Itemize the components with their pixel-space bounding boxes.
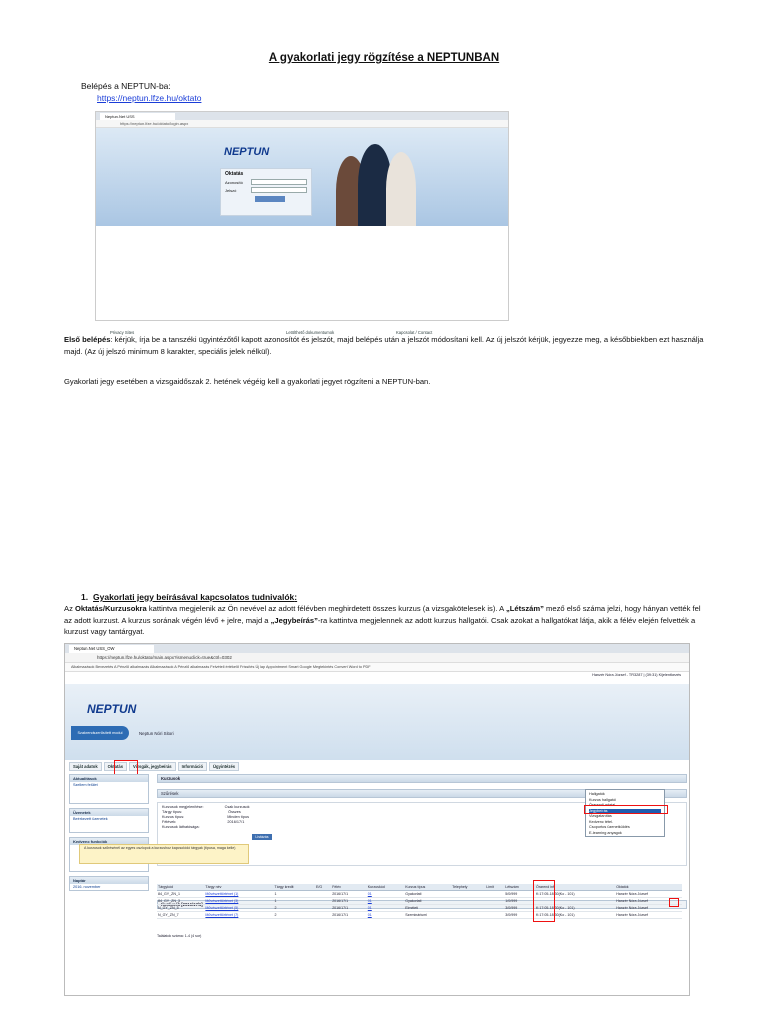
table-cell xyxy=(451,891,485,898)
table-cell: 1 xyxy=(274,898,315,905)
neptun-logo: NEPTUN xyxy=(224,146,270,158)
table-cell xyxy=(315,905,331,912)
section-p1: Az xyxy=(64,604,75,613)
highlight-grade-entry xyxy=(584,805,668,814)
user-name: Neptun Nóri Sitori xyxy=(139,731,174,736)
courses-page-screenshot xyxy=(64,643,690,996)
first-login-paragraph xyxy=(64,334,704,357)
table-cell: Szemináriumi xyxy=(404,912,451,919)
context-menu-item[interactable]: E-learning anyagok xyxy=(589,830,622,835)
table-row[interactable] xyxy=(157,898,682,905)
sidebar-box-news: Aktualitások Szellem felület xyxy=(69,774,149,804)
filter-row[interactable]: Kurzusok megjelenítése: Csak kurzusok xyxy=(162,805,250,809)
table-cell xyxy=(315,898,331,905)
first-login-text: : kérjük, írja be a tanszéki ügyintézőtől kapott azonosítót és jelszót, majd belépés után a jelszót módosítani kell. Az új jelszót kérjük, jegyezze meg, a későbbiekben ezt használja majd. (Az új jelszó minimum 8 karakter, speciális jelek nélkül). xyxy=(64,335,704,356)
filter-row[interactable]: Tárgy típus: Összes xyxy=(162,810,241,814)
neptun-logo: NEPTUN xyxy=(87,702,137,716)
highlight-plus-button xyxy=(669,898,679,907)
table-cell xyxy=(485,912,504,919)
table-cell: 2016/17/1 xyxy=(331,905,367,912)
table-cell xyxy=(451,905,485,912)
table-row[interactable] xyxy=(157,891,682,898)
section-b3: „Jegybeírás” xyxy=(270,615,318,625)
login-url-link[interactable]: https://neptun.lfze.hu/oktato xyxy=(97,93,202,103)
filter-title: Szűrések xyxy=(157,789,687,798)
footer-link-contact[interactable]: Kapcsolat / Contact xyxy=(396,330,433,335)
section-p4: -ra kattintva megjelennek az adott kurzus hallgatói. Csak azokat a hallgatókat látja, akik a félév elején felvették a kurzust vagy tantárgyat. xyxy=(64,615,696,636)
table-row[interactable] xyxy=(157,905,682,912)
table-cell: 2016/17/1 xyxy=(331,898,367,905)
browser-tab: Neptun.Net USS_OW xyxy=(69,645,154,653)
table-cell: K:17:05-18:30(Ko - 101) xyxy=(535,905,615,912)
table-cell: K:17:05-18:30(Ko - 101) xyxy=(535,912,615,919)
table-cell: Elméleti xyxy=(404,905,451,912)
neptun-header xyxy=(65,684,689,760)
menu-item-info[interactable]: Információ xyxy=(178,762,207,771)
user-label: Azonosító xyxy=(225,179,243,185)
section-paragraph xyxy=(64,603,706,638)
footer-link-documents[interactable]: Letölthető dokumentumok xyxy=(286,330,335,335)
table-cell: K:17:05-18:30(Ko - 101) xyxy=(535,891,615,898)
login-heading: Oktatás xyxy=(225,171,244,177)
table-cell: 2 xyxy=(274,912,315,919)
table-cell: N_GY_ZN_7 xyxy=(157,912,204,919)
table-cell xyxy=(315,912,331,919)
login-page-screenshot xyxy=(95,111,509,335)
context-menu-item[interactable]: Kurzus hallgatói xyxy=(589,797,617,802)
section-heading-text: Gyakorlati jegy beírásával kapcsolatos tudnivalók xyxy=(93,592,295,602)
context-menu-item[interactable]: Csoportos üzenetküldés xyxy=(589,825,630,829)
list-button[interactable]: Listázás xyxy=(252,834,272,840)
table-cell: Hanzér Nóra József xyxy=(615,898,682,905)
table-cell: N_GY_ZN_5 xyxy=(157,905,204,912)
highlight-headcount-column xyxy=(533,880,555,922)
table-cell: 5/0/999 xyxy=(504,891,535,898)
table-cell xyxy=(485,905,504,912)
table-cell: 01 xyxy=(367,912,405,919)
filter-row[interactable]: Kurzusok láthatósága: xyxy=(162,825,200,829)
first-login-bold: Első belépés xyxy=(64,335,111,344)
address-bar: https://neptun.lfze.hu/oktato/main.aspx?ismenuclick=true&ctrl=0302 xyxy=(65,653,689,663)
section-heading xyxy=(81,592,297,602)
person-3 xyxy=(386,152,416,226)
table-cell xyxy=(485,891,504,898)
browser-tab: Neptun.Net USS xyxy=(100,113,175,120)
table-cell: 3/0/999 xyxy=(504,905,535,912)
footer-link-privacy[interactable]: Privacy Sites xyxy=(110,330,135,335)
password-input[interactable] xyxy=(251,187,307,193)
browser-tab-bar xyxy=(65,644,689,653)
table-cell xyxy=(451,912,485,919)
browser-tab-bar xyxy=(96,112,508,120)
context-menu-item[interactable]: Kedvenc tétel. xyxy=(589,819,614,824)
menu-item-own-data[interactable]: Saját adatok xyxy=(69,762,102,771)
bookmarks-bar: Alkalmazások Bevezetés A Pénzlű alkalmazás Alkalmazások A Pénzlű alkalmazás Felvételi értékelő Frissítés Új lap Appointment Smart Google Megtekintés Convert Word to PDF xyxy=(65,663,689,672)
password-label: Jelszó xyxy=(225,187,237,193)
table-title-bar: Kurzusok [2016/17/1] xyxy=(157,900,687,909)
sidebar xyxy=(69,774,149,994)
section-p3: mező első száma jelzi, hogy hányan vették fel az adott kurzust. A kurzus sorának végén lévő + jelre, majd a xyxy=(64,604,701,625)
context-menu-item[interactable]: Vizsgatanítás xyxy=(589,814,612,818)
practical-deadline-paragraph: Gyakorlati jegy esetében a vizsgaidőszak 2. hetének végéig kell a gyakorlati jegyet rögzíteni a NEPTUN-ban. xyxy=(64,377,431,386)
table-cell xyxy=(451,898,485,905)
sidebar-box-calendar: Naptár 2016. november xyxy=(69,876,149,891)
table-row[interactable] xyxy=(157,912,682,919)
login-footer xyxy=(96,226,508,335)
menu-item-teaching[interactable]: Oktatás xyxy=(104,762,127,771)
sidebar-box-favorites: Kedvenc funkciók xyxy=(69,837,149,872)
table-cell[interactable]: Művészettörténet (1) xyxy=(204,891,273,898)
table-cell: 01 xyxy=(367,898,405,905)
table-cell: 3/0/999 xyxy=(504,912,535,919)
context-menu-item[interactable]: Hallgatók xyxy=(589,792,605,796)
login-box xyxy=(220,168,312,216)
user-input[interactable] xyxy=(251,179,307,185)
table-cell[interactable]: Művészettörténet (7) xyxy=(204,912,273,919)
context-menu-item[interactable]: Jegybeírás xyxy=(589,809,661,815)
table-cell: 1/0/999 xyxy=(504,898,535,905)
menu-item-admin[interactable]: Ügyintézés xyxy=(209,762,239,771)
address-bar: https://neptun.lfze.hu/oktato/login.aspx xyxy=(96,120,508,128)
table-cell: Hanzér Nóra József xyxy=(615,891,682,898)
table-cell: 84_GY_ZN_3 xyxy=(157,898,204,905)
module-badge: Szakrendszerűsített modul xyxy=(71,726,129,740)
section-b2: „Létszám” xyxy=(505,604,544,613)
table-cell[interactable]: Művészettörténet (3) xyxy=(204,898,273,905)
document-title: A gyakorlati jegy rögzítése a NEPTUNBAN xyxy=(268,52,500,64)
filter-row[interactable]: Kurzus típus: Minden típus xyxy=(162,815,249,819)
table-cell xyxy=(485,898,504,905)
menu-item-exams[interactable]: Vizsgák, jegybeírás xyxy=(129,762,176,771)
section-p2: kattintva megjelenik az Ön nevével az adott félévben meghirdetett összes kurzus (a vizsgakötelesek is). A xyxy=(146,604,506,613)
filter-row[interactable]: Félévek: 2016/17/1 xyxy=(162,820,245,824)
context-menu-item[interactable]: Órarendi adatai xyxy=(589,803,616,807)
table-cell: 2016/17/1 xyxy=(331,891,367,898)
table-cell: Hanzér Nóra József xyxy=(615,912,682,919)
table-cell[interactable]: Művészettörténet (5) xyxy=(204,905,273,912)
login-button[interactable] xyxy=(255,196,285,202)
table-cell: Gyakorlati xyxy=(404,898,451,905)
section-heading-colon: : xyxy=(294,592,298,602)
table-cell: Hanzér Nóra József xyxy=(615,905,682,912)
courses-table: Tárgykód Tárgy név Tárgy kredit E/G Félév Kurzuskód Kurzus típus Telephely Limit Létszám Órarend inf. Oktatók 84_GY_ZN_1 Művészettörténet (1) 1 2016/17/1 01 Gyakorlati 5/0/999 K:17:05-18:30(Ko - 101) Hanzér Nóra József 84_GY_ZN_3 Művészettörténet (3) 1 2016/17/1 01 Gyakorlati 1/0/999 Hanzér Nóra József N_GY_ZN_5 Művészettörténet (5) 2 2016/17/1 01 Elméleti 3/0/999 K:17:05-18:30(Ko - 101) Hanzér Nóra József N_GY_ZN_7 Művészettörténet (7) 2 2016/17/1 01 Szemináriumi 3/0/999 K:17:05-18:30(Ko - 101) Hanzér Nóra József xyxy=(157,884,682,919)
table-cell: 2 xyxy=(274,905,315,912)
courses-title-bar: Kurzusok xyxy=(157,774,687,783)
table-cell: Gyakorlati xyxy=(404,891,451,898)
table-cell: 1 xyxy=(274,891,315,898)
table-cell xyxy=(315,891,331,898)
section-b1: Oktatás/Kurzusokra xyxy=(74,604,147,613)
main-menu xyxy=(69,762,681,771)
table-cell: 01 xyxy=(367,891,405,898)
sidebar-box-messages: Üzenetek Beérkezett üzenetek xyxy=(69,808,149,833)
user-bar: Hanzér Nóra József - TR3287 | (39:31) Kijelentkezés xyxy=(592,673,681,677)
info-note: A kurzusok szűrésénél az egyes oszlopok a kurzushoz kapcsolódó tárgyak (típusa, maga kelle) xyxy=(79,844,249,864)
login-label: Belépés a NEPTUN-ba: xyxy=(81,81,171,91)
section-number: 1. xyxy=(81,592,89,602)
table-cell: 01 xyxy=(367,905,405,912)
table-cell: 84_GY_ZN_1 xyxy=(157,891,204,898)
table-cell: 2016/17/1 xyxy=(331,912,367,919)
result-count: Találatok száma: 1-4 (4 sor) xyxy=(157,934,202,938)
